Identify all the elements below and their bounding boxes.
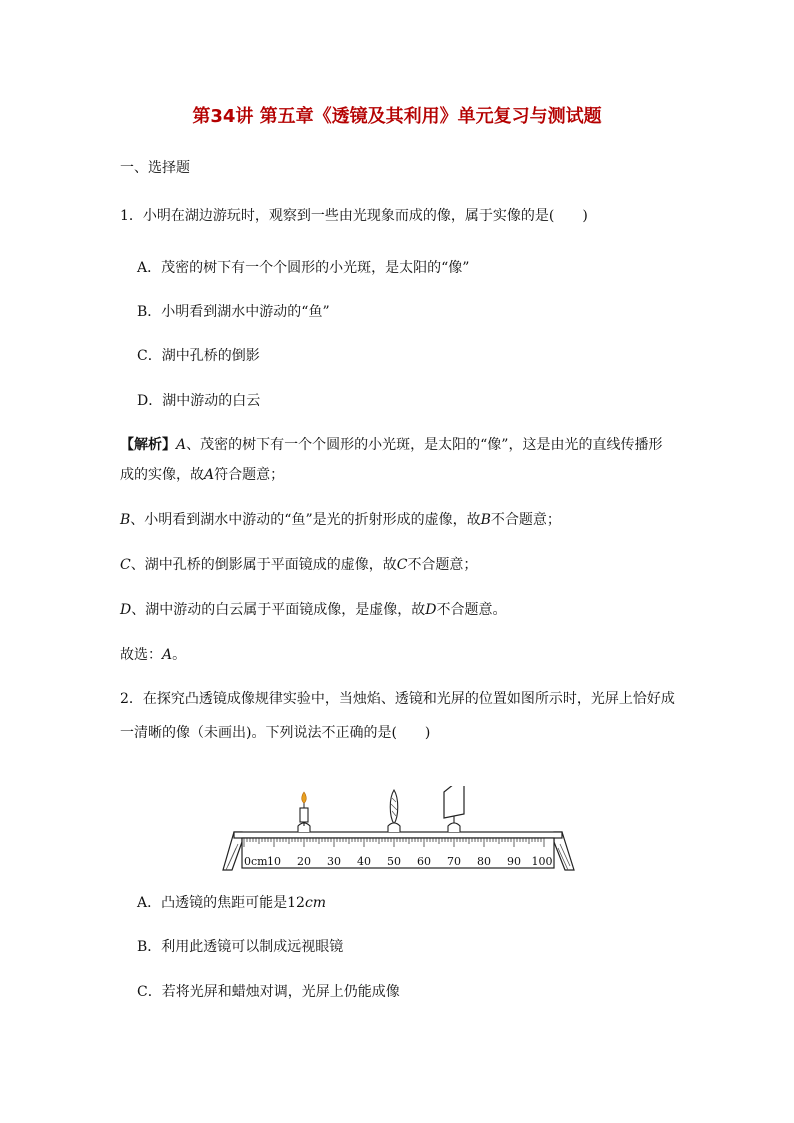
option-letter: B xyxy=(120,512,131,528)
q1-analysis-line-4 xyxy=(120,555,477,575)
analysis-text: 不合题意； xyxy=(407,557,478,573)
light-screen xyxy=(444,786,464,832)
analysis-text: 、湖中孔桥的倒影属于平面镜成的虚像，故 xyxy=(130,557,397,573)
question-2-stem-line-2: 一清晰的像（未画出)。下列说法不正确的是( ) xyxy=(120,725,431,741)
question-2-stem-line-1: 2．在探究凸透镜成像规律实验中，当烛焰、透镜和光屏的位置如图所示时，光屏上恰好成 xyxy=(120,691,675,707)
option-letter: C xyxy=(396,557,408,573)
q1-analysis-line-3 xyxy=(120,510,561,530)
tick-label: 50 xyxy=(387,855,401,868)
q1-analysis-line-2 xyxy=(120,465,284,485)
analysis-text: 、湖中游动的白云属于平面镜成像，是虚像，故 xyxy=(131,602,426,618)
analysis-text: 符合题意； xyxy=(214,467,285,483)
tick-label: 10 xyxy=(267,855,281,868)
section-heading: 一、选择题 xyxy=(120,160,190,176)
ruler-unit-label: 0cm xyxy=(244,855,268,868)
q1-answer xyxy=(120,645,186,665)
option-letter: D xyxy=(425,602,437,618)
option-letter: A xyxy=(204,467,215,483)
q1-analysis-line-1 xyxy=(120,435,662,455)
option-letter: B xyxy=(480,512,491,528)
answer-label: 故选： xyxy=(120,647,162,663)
analysis-text: 成的实像，故 xyxy=(120,467,204,483)
answer-end: 。 xyxy=(172,647,187,663)
tick-label: 60 xyxy=(417,855,431,868)
bench-rail xyxy=(234,832,562,838)
analysis-text: 不合题意。 xyxy=(436,602,507,618)
analysis-text: 、小明看到湖水中游动的“鱼”是光的折射形成的虚像，故 xyxy=(130,512,481,528)
page-title: 第34讲 第五章《透镜及其利用》单元复习与测试题 xyxy=(192,106,602,127)
q1-option-b: B．小明看到湖水中游动的“鱼” xyxy=(137,304,330,320)
tick-label: 80 xyxy=(477,855,491,868)
convex-lens xyxy=(388,790,400,832)
question-1-stem: 1．小明在湖边游玩时，观察到一些由光现象而成的像，属于实像的是( ) xyxy=(120,208,588,224)
answer-letter: A xyxy=(162,647,173,663)
option-letter: C xyxy=(120,557,131,573)
tick-label: 70 xyxy=(447,855,461,868)
option-text: A．凸透镜的焦距可能是 xyxy=(137,895,288,911)
q1-option-a: A．茂密的树下有一个个圆形的小光斑，是太阳的“像” xyxy=(137,260,470,276)
q2-option-b: B．利用此透镜可以制成远视眼镜 xyxy=(137,939,344,955)
option-letter: D xyxy=(120,602,132,618)
tick-label: 90 xyxy=(507,855,521,868)
tick-label: 20 xyxy=(297,855,311,868)
option-letter: A xyxy=(176,437,187,453)
tick-label: 40 xyxy=(357,855,371,868)
tick-label: 30 xyxy=(327,855,341,868)
unit: cm xyxy=(304,895,327,911)
q1-option-d: D．湖中游动的白云 xyxy=(137,393,261,409)
q1-option-c: C．湖中孔桥的倒影 xyxy=(137,348,260,364)
analysis-text: 、茂密的树下有一个个圆形的小光斑，是太阳的“像”，这是由光的直线传播形 xyxy=(186,437,663,453)
focal-number: 12 xyxy=(287,895,305,911)
tick-label: 100 xyxy=(531,855,553,868)
analysis-text: 不合题意； xyxy=(490,512,561,528)
q2-option-c: C．若将光屏和蜡烛对调，光屏上仍能成像 xyxy=(137,984,400,1000)
q2-option-a xyxy=(137,893,326,913)
analysis-tag: 【解析】 xyxy=(120,437,176,453)
optical-bench-diagram xyxy=(220,786,580,878)
q1-analysis-line-5 xyxy=(120,600,506,620)
candle xyxy=(298,792,310,832)
flame-icon xyxy=(302,792,307,803)
